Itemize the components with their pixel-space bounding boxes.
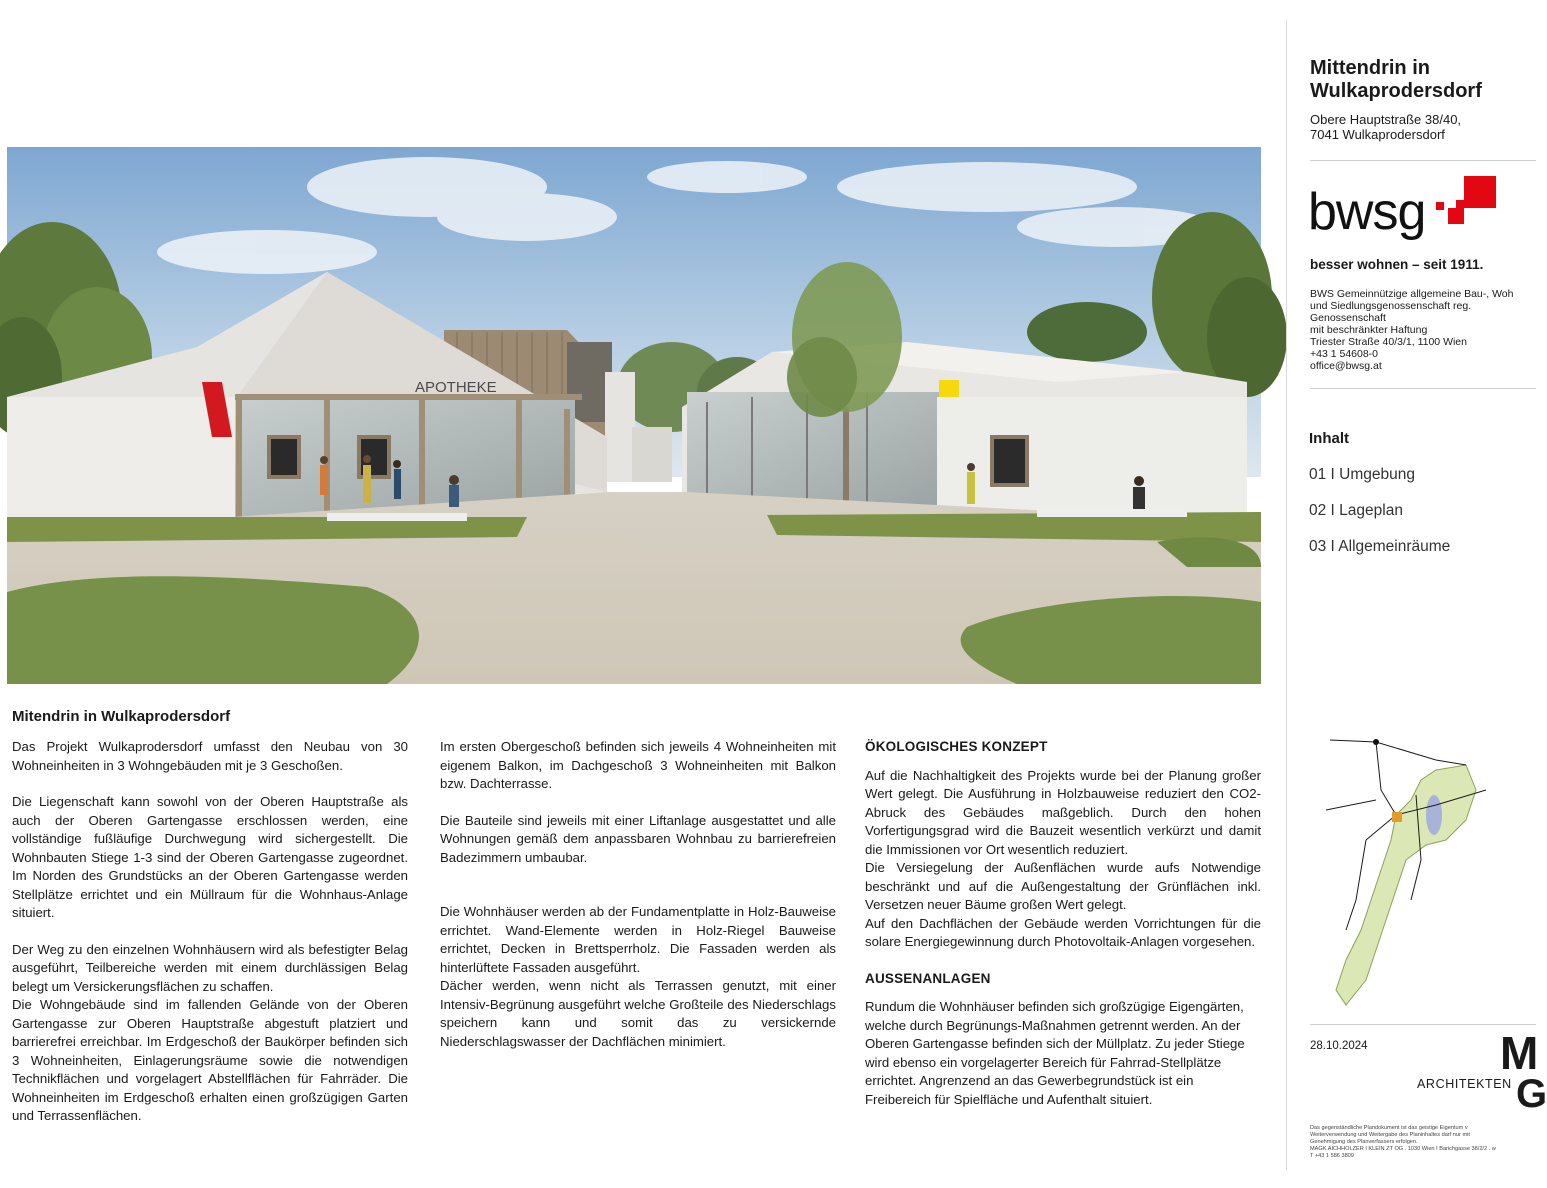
address-line: 7041 Wulkaprodersdorf [1310, 127, 1445, 142]
info-line: Triester Straße 40/3/1, 1100 Wien [1310, 336, 1467, 348]
contents-item-umgebung[interactable]: 01 I Umgebung [1309, 466, 1415, 483]
location-map [1316, 730, 1486, 1020]
footnote-line: Genehmigung des Planverfassers erfolgen. [1310, 1139, 1418, 1145]
paragraph: Rundum die Wohnhäuser befinden sich großzügige Eigengärten, welche durch Begrünungs-Maßnahmen getrennt werden. An der Oberen Gartengasse befinden sich der Müllplatz. Zu jeder Stiege wird ebenso ein vorgelagerter Bereich für Fahrrad-Stellplätze errichtet. Angrenzend an das Gewerbegrundstück ist ein Freibereich für Spielfläche und Aufenthalt situiert. [865, 999, 1245, 1107]
map-node [1373, 739, 1379, 745]
text-column-1 [12, 738, 408, 1144]
contents-item-allgemeinraeume[interactable]: 03 I Allgemeinräume [1309, 538, 1451, 555]
apotheke-sign: APOTHEKE [415, 379, 497, 396]
info-line: mit beschränkter Haftung [1310, 324, 1428, 336]
bwsg-tagline: besser wohnen – seit 1911. [1310, 257, 1484, 272]
bench-right [1037, 509, 1187, 517]
project-title-line: Wulkaprodersdorf [1310, 80, 1482, 102]
bwsg-wordmark: bwsg [1308, 183, 1426, 241]
divider-line [1310, 1024, 1536, 1025]
divider-line [1310, 160, 1536, 161]
section-heading-outdoor: AUSSENANLAGEN [865, 970, 991, 986]
paragraph: Die Wohngebäude sind im fallenden Gelände von der Oberen Gartengasse zur Oberen Hauptstraße abgestuft platziert und barrierefrei erreichbar. Im Erdgeschoß der Baukörper befinden sich 3 Wohneinheiten, Einlagerungsräume sowie die notwendigen Technikflächen und vorgelagert Abstellflächen für Fahrräder. Die Wohneinheiten im Erdgeschoß erhalten einen großzügigen Garten und Terrassenflächen. [12, 997, 408, 1123]
address-line: Obere Hauptstraße 38/40, [1310, 112, 1462, 127]
paragraph: Die Liegenschaft kann sowohl von der Oberen Hauptstraße als auch der Oberen Gartengasse erschlossen werden, eine vollständige fußläufige Durchwegung wird sichergestellt. Die Wohnbauten Stiege 1-3 sind der Oberen Gartengasse zugeordnet. Im Norden des Grundstücks an der Oberen Gartengasse werden Stellplätze errichtet und ein Müllraum für die Wohnhaus-Anlage situiert. [12, 794, 408, 920]
paragraph: Auf den Dachflächen der Gebäude werden Vorrichtungen für die solare Energiegewinnung durch Photovoltaik-Anlagen vorgesehen. [865, 915, 1261, 949]
paragraph: Die Wohnhäuser werden ab der Fundamentplatte in Holz-Bauweise errichtet. Wand-Elemente werden in Holz-Riegel Bauweise errichtet, Decken in Brettsperrholz. Die Fassaden werden als hinterlüftete Fassaden ausgeführt. [440, 904, 836, 975]
info-line: office@bwsg.at [1310, 360, 1382, 372]
info-line: BWS Gemeinnützige allgemeine Bau-, Woh [1310, 288, 1514, 300]
document-title: Mitendrin in Wulkaprodersdorf [12, 708, 231, 725]
text-column-2 [440, 738, 836, 1069]
architectural-rendering [7, 147, 1261, 684]
rendering-illustration [7, 147, 1261, 684]
bwsg-logo-squares-icon [1434, 176, 1498, 226]
paragraph: Die Versiegelung der Außenflächen wurde aufs Notwendige beschränkt und auf die Außengestaltung der Grünflächen inkl. Versetzen neuer Bäume großen Wert gelegt. [865, 860, 1261, 912]
sidebar-divider [1286, 20, 1287, 1170]
bench-left [327, 513, 467, 521]
paragraph: Der Weg zu den einzelnen Wohnhäusern wird als befestigter Belag ausgeführt, Teilbereiche werden mit einem durchlässigen Belag belegt um Versickerungsflächen zu schaffen. [12, 941, 408, 994]
info-line: und Siedlungsgenossenschaft reg. [1310, 300, 1472, 312]
plan-date: 28.10.2024 [1310, 1040, 1368, 1052]
contents-heading: Inhalt [1309, 430, 1349, 447]
project-title [1310, 57, 1482, 103]
copyright-footnote [1310, 1125, 1536, 1160]
paragraph: Das Projekt Wulkaprodersdorf umfasst den Neubau von 30 Wohneinheiten in 3 Wohngebäuden mit je 3 Geschoßen. [12, 739, 408, 773]
footnote-line: Weiterverwendung und Weitergabe des Planinhaltes darf nur mit [1310, 1132, 1470, 1138]
footnote-line: MAGK AICHHOLZER I KLEIN ZT OG . 1030 Wien I Barichgasse 38/2/2 . w [1310, 1146, 1496, 1152]
architect-mark: M [1500, 1027, 1539, 1079]
paragraph: Dächer werden, wenn nicht als Terrassen genutzt, mit einer Intensiv-Begrünung ausgeführt welche Großteile des Niederschlags speichern kann und somit das zu versickernde Niederschlagswasser der Dachflächen minimiert. [440, 978, 836, 1049]
section-heading-eco: ÖKOLOGISCHES KONZEPT [865, 739, 1048, 754]
footnote-line: Das gegenständliche Plandokument ist das geistige Eigentum v [1310, 1125, 1468, 1131]
architect-label: ARCHITEKTEN [1417, 1077, 1512, 1091]
contents-item-lageplan[interactable]: 02 I Lageplan [1309, 502, 1403, 519]
info-line: +43 1 54608-0 [1310, 348, 1379, 360]
paragraph: Auf die Nachhaltigkeit des Projekts wurde bei der Planung großer Wert gelegt. Die Ausführung in Holzbauweise reduziert den CO2-Abruck des Gebäudes maßgeblich. Durch den hohen Vorfertigungsgrad wird die Bauzeit wesentlich verkürzt und damit die Immissionen vor Ort wesentlich reduziert. [865, 767, 1261, 857]
lake [1426, 795, 1442, 835]
project-location-marker [1392, 812, 1402, 822]
bwsg-info [1310, 288, 1514, 372]
paragraph: Die Bauteile sind jeweils mit einer Liftanlage ausgestattet und alle Wohnungen gemäß dem anpassbaren Wohnbau zu barrierefreien Badezimmern umbaubar. [440, 812, 836, 865]
info-line: Genossenschaft [1310, 312, 1386, 324]
paragraph: Im ersten Obergeschoß befinden sich jeweils 4 Wohneinheiten mit eigenem Balkon, im Dachgeschoß 3 Wohneinheiten mit Balkon bzw. Dachterrasse. [440, 739, 836, 791]
municipality-area [1336, 765, 1476, 1005]
architect-mark: G [1516, 1072, 1547, 1116]
project-title-line: Mittendrin in [1310, 57, 1430, 79]
text-column-3 [865, 738, 1261, 1127]
divider-line [1310, 388, 1536, 389]
footnote-line: T +43 1 586 3809 [1310, 1153, 1354, 1159]
project-address [1310, 112, 1461, 142]
